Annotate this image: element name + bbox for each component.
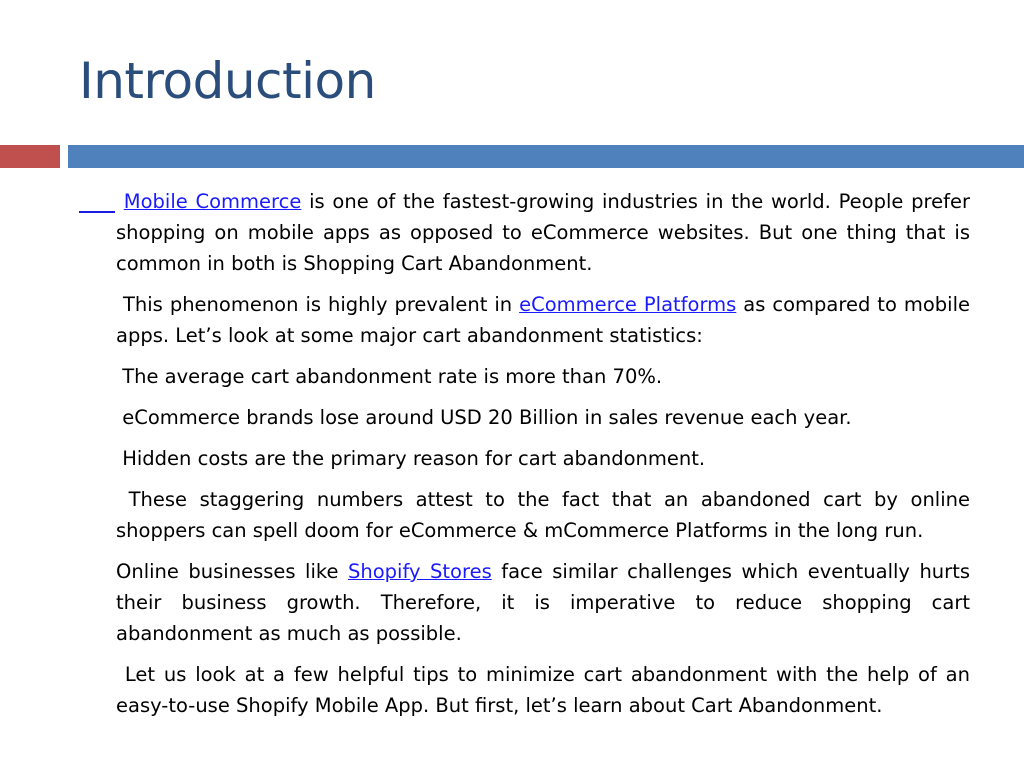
accent-bar-red <box>0 145 60 168</box>
link-underline-lead <box>79 211 115 213</box>
paragraph-2-post: as compared to mobile apps. Let’s look at some major cart abandonment statistics: <box>116 293 970 347</box>
link-shopify-stores[interactable]: Shopify Stores <box>348 560 492 583</box>
paragraph-4 <box>116 402 970 433</box>
paragraph-3 <box>116 361 970 392</box>
paragraph-8 <box>116 659 970 721</box>
paragraph-7-post: face similar challenges which eventually hurts their business growth. Therefore, it is imperative to reduce shopping cart abandonment as much as possible. <box>116 560 970 645</box>
slide-body <box>116 186 970 731</box>
slide-title: Introduction <box>79 52 376 110</box>
link-mobile-commerce[interactable]: Mobile Commerce <box>123 190 302 213</box>
paragraph-8-text: Let us look at a few helpful tips to minimize cart abandonment with the help of an easy-to-use Shopify Mobile App. But first, let’s learn about Cart Abandonment. <box>116 663 970 717</box>
paragraph-7-pre: Online businesses like <box>116 560 348 583</box>
stat-hidden-costs: Hidden costs are the primary reason for cart abandonment. <box>122 447 706 470</box>
paragraph-5 <box>116 443 970 474</box>
paragraph-1-text: is one of the fastest-growing industries in the world. People prefer shopping on mobile apps as opposed to eCommerce websites. But one thing that is common in both is Shopping Cart Abandonment. <box>116 190 970 275</box>
paragraph-6-text: These staggering numbers attest to the fact that an abandoned cart by online shoppers can spell doom for eCommerce & mCommerce Platforms in the long run. <box>116 488 970 542</box>
paragraph-2-pre: This phenomenon is highly prevalent in <box>122 293 520 316</box>
paragraph-1 <box>116 186 970 279</box>
accent-bar-blue <box>68 145 1024 168</box>
link-ecommerce-platforms[interactable]: eCommerce Platforms <box>519 293 737 316</box>
paragraph-2 <box>116 289 970 351</box>
paragraph-7 <box>116 556 970 649</box>
paragraph-6 <box>116 484 970 546</box>
stat-abandonment-rate: The average cart abandonment rate is more than 70%. <box>122 365 663 388</box>
stat-revenue-loss: eCommerce brands lose around USD 20 Billion in sales revenue each year. <box>122 406 852 429</box>
